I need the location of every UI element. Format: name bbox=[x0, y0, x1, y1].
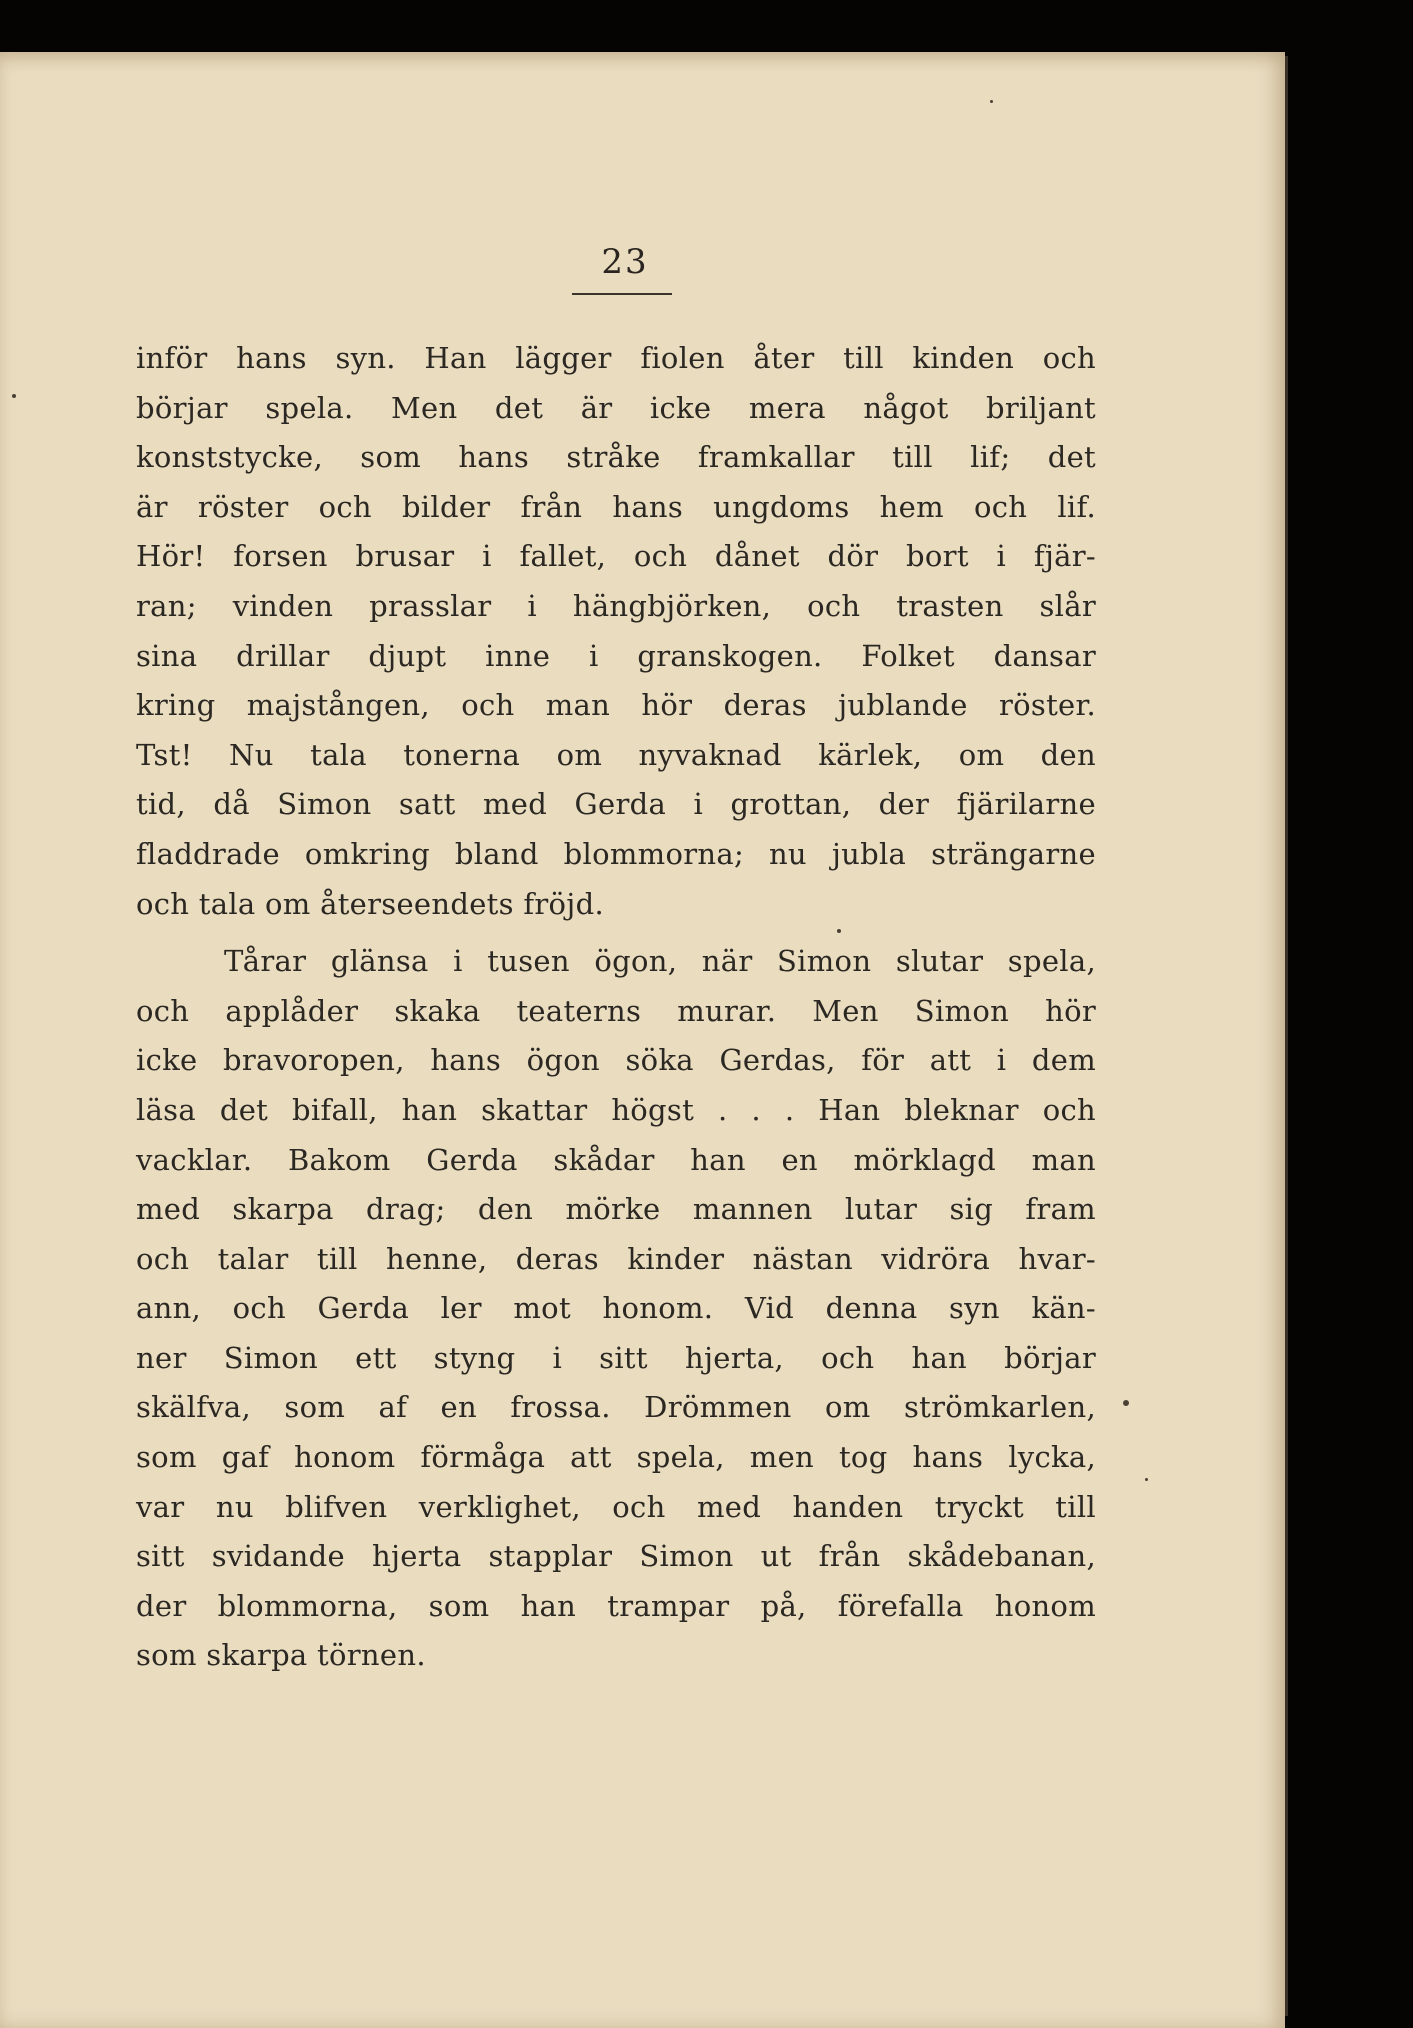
paper-speck bbox=[990, 100, 993, 103]
text-line: icke bravoropen, hans ögon söka Gerdas, för att i dem bbox=[136, 1043, 1096, 1078]
text-line: konststycke, som hans stråke framkallar till lif; det bbox=[136, 440, 1096, 475]
book-page bbox=[0, 52, 1285, 2028]
text-line: börjar spela. Men det är icke mera något briljant bbox=[136, 390, 1096, 425]
text-line: der blommorna, som han trampar på, förefalla honom bbox=[136, 1588, 1096, 1623]
text-line: som gaf honom förmåga att spela, men tog hans lycka, bbox=[136, 1440, 1096, 1475]
text-line: vacklar. Bakom Gerda skådar han en mörklagd man bbox=[136, 1142, 1096, 1177]
paragraph-gap bbox=[136, 929, 1096, 937]
body-text bbox=[136, 334, 1096, 1681]
text-line: och tala om återseendets fröjd. bbox=[136, 886, 604, 921]
text-line: sitt svidande hjerta stapplar Simon ut från skådebanan, bbox=[136, 1539, 1096, 1574]
text-line: och applåder skaka teaterns murar. Men Simon hör bbox=[136, 993, 1096, 1028]
paragraph-1 bbox=[136, 334, 1096, 929]
header-rule bbox=[572, 293, 672, 295]
paragraph-2 bbox=[136, 937, 1096, 1681]
text-line: sina drillar djupt inne i granskogen. Folket dansar bbox=[136, 638, 1096, 673]
text-line: kring majstången, och man hör deras jublande röster. bbox=[136, 688, 1096, 723]
text-line: fladdrade omkring bland blommorna; nu jubla strängarne bbox=[136, 836, 1096, 871]
text-line: ran; vinden prasslar i hängbjörken, och trasten slår bbox=[136, 588, 1096, 623]
text-line: tid, då Simon satt med Gerda i grottan, der fjärilarne bbox=[136, 787, 1096, 822]
paper-speck bbox=[1123, 1400, 1129, 1406]
paper-speck bbox=[12, 394, 16, 398]
text-line: skälfva, som af en frossa. Drömmen om strömkarlen, bbox=[136, 1390, 1096, 1425]
page-edge bbox=[1285, 56, 1288, 2016]
text-line: inför hans syn. Han lägger fiolen åter till kinden och bbox=[136, 341, 1096, 375]
text-line: Hör! forsen brusar i fallet, och dånet dör bort i fjär- bbox=[136, 539, 1096, 574]
text-line: med skarpa drag; den mörke mannen lutar sig fram bbox=[136, 1192, 1096, 1227]
text-line: ner Simon ett styng i sitt hjerta, och han börjar bbox=[136, 1340, 1096, 1375]
paper-speck bbox=[1145, 1478, 1148, 1481]
text-line: var nu blifven verklighet, och med handen tryckt till bbox=[136, 1489, 1096, 1524]
text-line: Tst! Nu tala tonerna om nyvaknad kärlek, om den bbox=[136, 737, 1096, 772]
paper-speck bbox=[837, 929, 841, 933]
text-line: läsa det bifall, han skattar högst . . . Han bleknar och bbox=[136, 1092, 1096, 1127]
text-line: och talar till henne, deras kinder nästan vidröra hvar- bbox=[136, 1241, 1096, 1276]
text-line: som skarpa törnen. bbox=[136, 1638, 426, 1673]
text-line: ann, och Gerda ler mot honom. Vid denna syn kän- bbox=[136, 1291, 1096, 1326]
text-line: Tårar glänsa i tusen ögon, när Simon slutar spela, bbox=[224, 944, 1096, 979]
text-line: är röster och bilder från hans ungdoms hem och lif. bbox=[136, 489, 1096, 524]
page-number: 23 bbox=[601, 242, 649, 282]
